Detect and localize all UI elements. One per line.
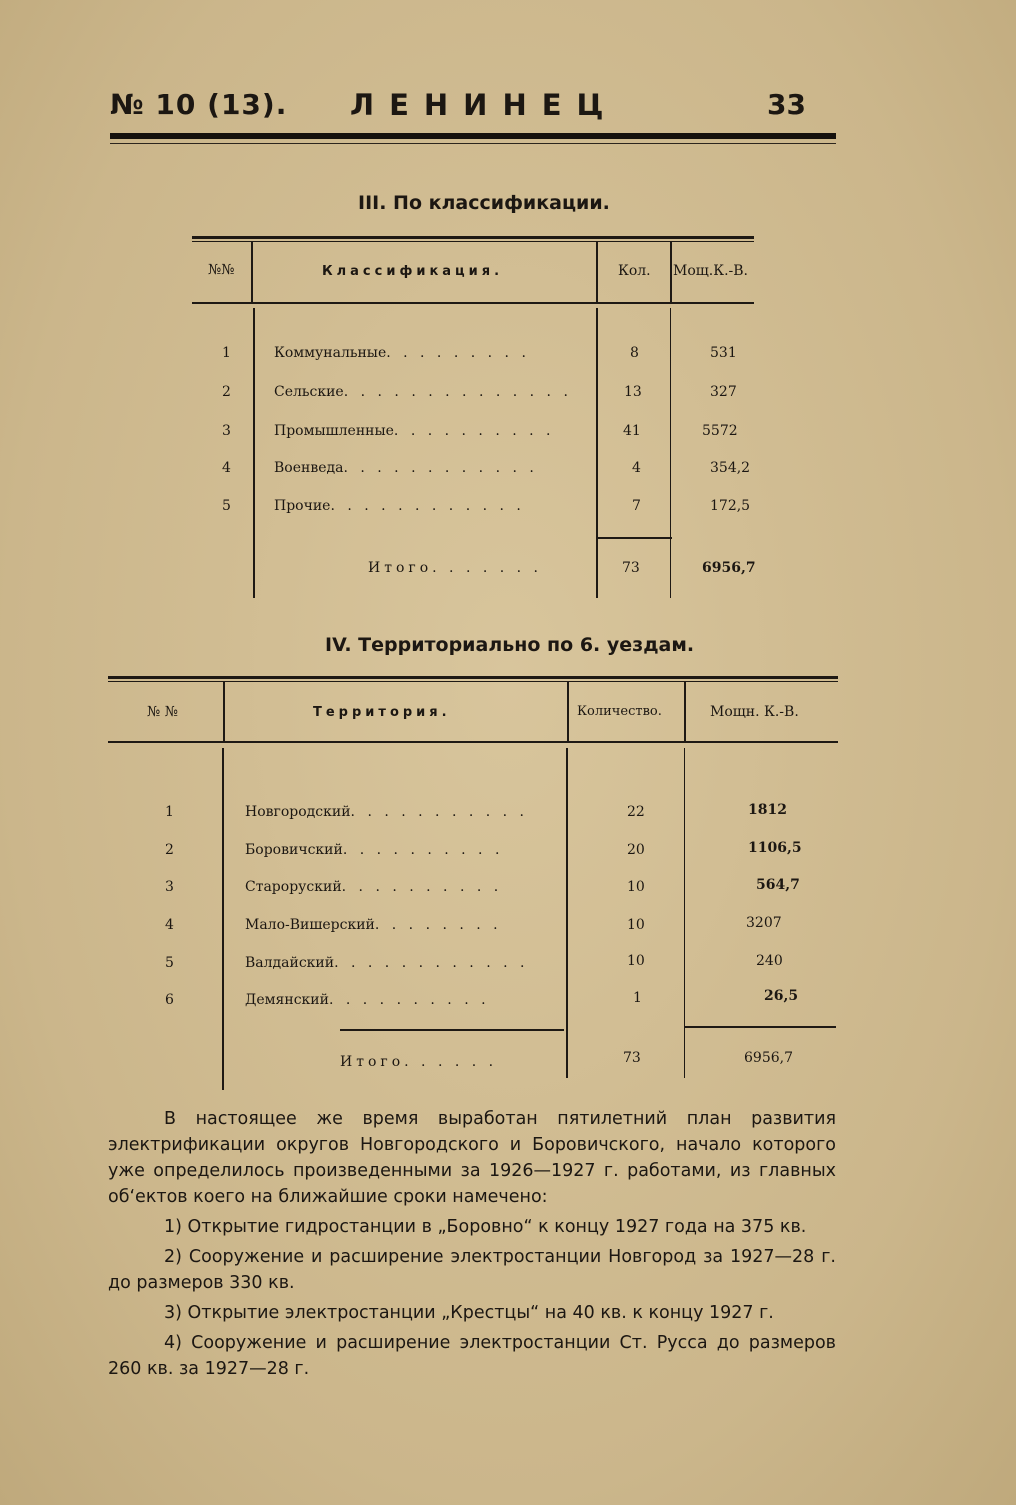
body-text xyxy=(108,1106,836,1382)
col-header-power: Мощн. К.-В. xyxy=(710,704,799,720)
col-header-qty: Кол. xyxy=(618,263,651,279)
issue-number: № 10 (13). xyxy=(110,88,288,121)
header-rule-thick xyxy=(110,133,836,139)
plan-item-2: 2) Сооружение и расширение электростанции Новгород за 1927—28 г. до размеров 330 кв. xyxy=(108,1247,836,1293)
section3-heading: III. По классификации. xyxy=(358,192,610,214)
col-header-classification: Классификация. xyxy=(322,264,504,279)
plan-item-4: 4) Сооружение и расширение электростанции Ст. Русса до размеров 260 кв. за 1927—28 г. xyxy=(108,1333,836,1379)
book-page: № 10 (13). ЛЕНИНЕЦ 33 III. По классификации. №№ Классификация. Кол. Мощ.К.-В. 1 Коммунальные. . . . . . . . . 8 531 2 Сельские. . . . . . . . . . . . . . 13 327 3 Промышленные. . . . . . . . . . 41 5572 4 Военведа. . . . . . . . . . . . 4 354,2 5 Прочие. . . . . . . . . . . . 7 172,5 Итого. . . . . . . 73 6956,7 IV. Территориально по 6. уездам. № № Территория. Количество. Мощн. К.-В. 1 Новгородский. . . . . . . . . . . 22 1812 2 Боровичский. . . . . . . . . . 20 1106,5 3 Староруский. . . . . . . . . . 10 564,7 4 Мало-Вишерский. . . . . . . . 10 3207 5 Валдайский. . . . . . . . . . . . 10 240 6 Демянский. . . . . . . . . . 1 26,5 Итого. . . . . . 73 6956,7 В настоящее же время выработан пятилетний план развития электрификации округов Новгородского и Боровичского, начало которого уже определилось произведенными за 1926—1927 г. работами, из главных об‘ектов коего на ближайшие сроки намечено: 1) Открытие гидростанции в „Боровно“ к концу 1927 года на 375 кв. 2) Сооружение и расширение электростанции Новгород за 1927—28 г. до размеров 330 кв. 3) Открытие электростанции „Крестцы“ на 40 кв. к концу 1927 г. 4) Сооружение и расширение электростанции Ст. Русса до размеров 260 кв. за 1927—28 г. xyxy=(0,0,1016,1505)
intro-paragraph: В настоящее же время выработан пятилетний план развития электрификации округов Новгородского и Боровичского, начало которого уже определилось произведенными за 1926—1927 г. работами, из главных об‘ектов коего на ближайшие сроки намечено: xyxy=(108,1109,836,1207)
col-header-number: № № xyxy=(147,704,178,720)
col-header-power: Мощ.К.-В. xyxy=(673,263,748,279)
page-header xyxy=(110,88,836,132)
col-header-quantity: Количество. xyxy=(577,704,662,719)
page-number: 33 xyxy=(767,88,806,121)
header-rule-thin xyxy=(110,143,836,144)
plan-item-3: 3) Открытие электростанции „Крестцы“ на 40 кв. к концу 1927 г. xyxy=(164,1303,774,1323)
col-header-number: №№ xyxy=(208,262,235,278)
plan-item-1: 1) Открытие гидростанции в „Боровно“ к концу 1927 года на 375 кв. xyxy=(164,1217,807,1237)
section4-heading: IV. Территориально по 6. уездам. xyxy=(325,634,695,656)
col-header-territory: Территория. xyxy=(313,705,451,720)
journal-title: ЛЕНИНЕЦ xyxy=(350,88,619,122)
